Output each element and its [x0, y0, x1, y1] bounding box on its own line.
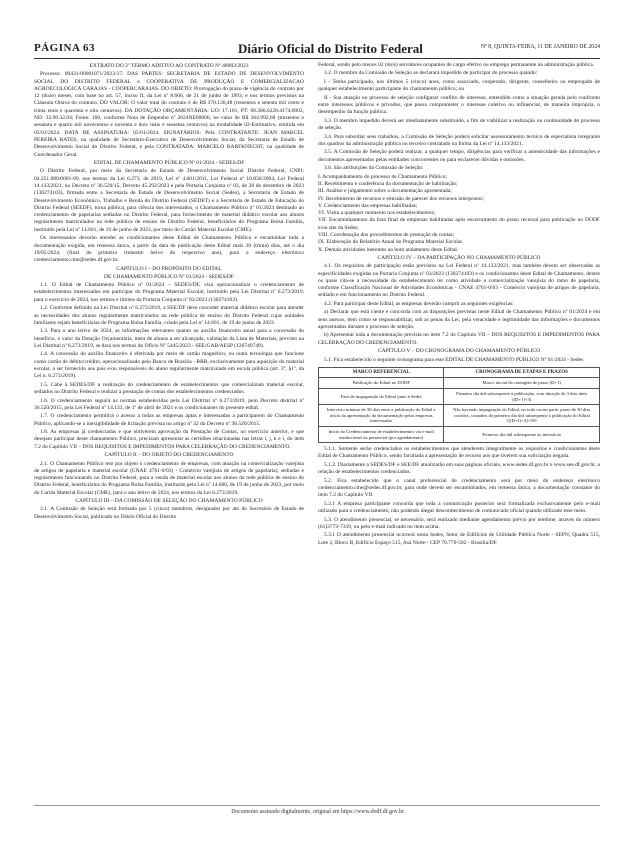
- list-item: VI. Visita a qualquer momento nos estabelecimentos;: [318, 210, 436, 217]
- aditivo-body: Processo: 00431-00001071/2023-17. DAS PARTES: SECRETARIA DE ESTADO DE DESENVOLVIMENTO SOCIAL DO DISTRITO FEDERAL e COOPERATIVA DE PRODUÇÃO E COMERCIALIZACAO AGROECOLOGICA CARAJAS - COOPERCARAJAS. DO OBJETO: Prorrogação do prazo de vigência do contrato por 12 (doze) meses, com base no art. 57, inciso II, da Lei nº 8.666, de 21 de junho de 1993, e nos termos previstos na Cláusula Oitava do contrato. DO VALOR: O valor total do contrato é de R$ 370.130,48 (trezentos e setenta mil cento e trinta reais e quarenta e oito centavos). DA DOTAÇÃO ORÇAMENTÁRIA: UO: 17.101, PT: 08.306.6228.4174.0002, ND: 33.90.32.04; Fonte: 100, conforme Nota de Empenho nº 2024NE00006, no valor de R$ 364.992,60 (trezentos e sessenta e quatro mil novecentos e noventa e dois reais e sessenta centavos) na modalidade 02-Estimativo, emitida em 05/01/2024. DATA DE ASSINATURA: 05/01/2024. SIGNATÁRIOS: Pela CONTRATANTE: JEAN MARCEL PEREIRA RATES, na qualidade de Secretário-Executivo de Desenvolvimento Social, da Secretaria de Estado de Desenvolvimento Social do Distrito Federal, e pela CONTRATADA: MARCELO BARFKNECHT, na qualidade de Coordenador Geral.: [34, 71, 304, 158]
- left-column: [34, 62, 304, 522]
- footer-note: Documento assinado digitalmente, original em https://www.dodf.df.gov.br.: [231, 809, 405, 815]
- page-number: PÁGINA 63: [34, 42, 96, 54]
- table-row: [319, 426, 600, 442]
- clause-3-4: 3.4. Para subsidiar seus trabalhos, a Comissão de Seleção poderá solicitar assessoramento técnico de especialista integrante dos quadros da administração pública ou terceiro contratado na forma da Lei nº 14.133/2021.: [318, 133, 600, 147]
- clause-4-2-b: b) Apresentar toda a documentação prevista no item 7.2 do Capítulo VII – DOS REQUISITOS E IMPEDIMENTOS PARA CELEBRAÇÃO DO CREDENCIAMENTO.: [318, 332, 600, 346]
- list-item: VII. Encaminhamento da lista final de empresas habilitadas após encerramento do prazo recursal para publicação no DODF e/ou site da Sedes;: [318, 217, 600, 231]
- clause-5-3: 5.3. O atendimento presencial, se necessário, será realizado mediante agendamento prévio por telefone, através do número (61)3773-7339, ou pelo e-mail indicado no item acima.: [318, 516, 600, 530]
- chapter-1-subtitle: DE CHAMAMENTO PÚBLICO Nº 01/2024 - SEDES/DF: [104, 273, 234, 280]
- clause-3-6: 3.6. São atribuições da Comissão de Seleção:: [324, 165, 424, 172]
- clause-3-1: 3.1. A Comissão de Seleção será formada por 5 (cinco) membros, designados por ato do Secretário de Estado de Desenvolvimento Social, publicado no Diário Oficial do Distrito: [34, 506, 304, 520]
- clause-3-1-continued: Federal, sendo pelo menos 02 (dois) servidores ocupantes de cargo efetivo ou emprego permanente na administração pública.: [318, 62, 595, 68]
- list-item: III. Análise e julgamento sobre a documentação apresentada;: [318, 188, 452, 195]
- clause-5-1-2: 5.1.2. Diariamente a SEDES/DF e SEE/DF atualizarão em suas páginas oficiais, www.sedes.df.gov.br e www.see.df.gov.br, a relação de estabelecimentos credenciados.: [318, 461, 600, 476]
- clause-1-7: 1.7. O credenciamento permitirá o acesso a todas as empresas aptas e interessadas a participarem do Chamamento Público, aplicando-se a inexigibilidade de licitação prevista no artigo nº 32 do Decreto nº 36.520/2015.: [34, 413, 304, 427]
- page-header: [34, 42, 600, 56]
- footer-rule: [34, 805, 600, 806]
- clause-5-2: 5.2. Fica estabelecido que o canal preferencial de credenciamento será por meio do endereço eletrônico credenciamento.cme@sedes.df.gov.br, para onde devem ser encaminhados, em remessa única, a documentação constante do item 7.2 do Capítulo VII.: [318, 477, 600, 499]
- table-row: [319, 378, 600, 389]
- clause-3-5: 3.5. A Comissão de Seleção poderá realizar, a qualquer tempo, diligências para verificar a autenticidade das informações e documentos apresentados pelas entidades concorrentes ou para esclarecer dúvidas e omissões.: [318, 149, 600, 163]
- list-item: II. Recebimento e conferência da documentação de habilitação;: [318, 180, 458, 187]
- clause-1-6: 1.6. O credenciamento seguirá as normas estabelecidas pela Lei Distrital nº 6.273/2019, pelo Decreto distrital nº 36.520/2015, pela Lei Federal nº 14.133, de 1º de abril de 2021 e os condicionantes do presente edital.: [34, 397, 304, 411]
- clause-3-2-i: I - Tenha participado, nos últimos 5 (cinco) anos, como associado, cooperado, dirigente, conselheiro ou empregado de qualquer estabelecimento participante do chamamento público; ou: [318, 78, 600, 93]
- list-item: IV. Recebimento de recursos e emissão de parecer dos recursos interpostos;: [318, 195, 484, 202]
- table-cell: Não havendo impugnação do Edital, no todo ou em parte, prazo de 30 dias corridos, contados do primeiro dia útil subsequente à publicação do Edital {[(D+1)+3]+30}: [444, 405, 600, 427]
- chapter-5-title: CAPÍTULO V – DO CRONOGRAMA DO CHAMAMENTO PÚBLICO: [377, 348, 541, 355]
- table-cell: Primeiro dia útil subsequente à publicação, com duração de 3 dias úteis ([D+1]+3): [444, 389, 600, 405]
- aditivo-title: EXTRATO DO 2º TERMO ADITIVO AO CONTRATO Nº 48083/2023: [89, 63, 249, 69]
- clause-3-2: 3.2. O membro da Comissão de Seleção se declarará impedido de participar do processo quando:: [324, 70, 538, 77]
- table-cell: Primeiro dia útil subsequente ao interstício: [444, 426, 600, 442]
- list-item: IX. Elaboração do Relatório Anual do Programa Material Escolar.: [318, 239, 464, 246]
- clause-5-1-1: 5.1.1. Somente serão credenciados os estabelecimentos que atenderem integralmente os requisitos e condicionantes deste Edital de Chamamento Público, sendo facultada a apresentação de recurso aos que tiverem sua solicitação negada.: [318, 446, 600, 460]
- clause-4-1: 4.1. Os requisitos de participação estão previstos na Lei Federal nº 14.133/2021, mas também devem ser observadas as especificidades exigidas na Portaria Conjunta nº 03/2023 (130274103) e os condicionantes deste Edital de Chamamento, dentre os quais cita-se a necessidade do estabelecimento ter como atividade a comercialização varejista do ramo de papelaria, conforme Classificação Nacional de Atividades Econômicas - CNAE 4761-0/03 - Comércio varejista de artigos de papelaria, sediado e em funcionamento no Distrito Federal.: [318, 263, 600, 299]
- right-column: [318, 62, 600, 548]
- table-cell: Início do Credenciamento de estabelecimentos via e-mail institucional ou presencial (por agendamento): [319, 426, 444, 442]
- chapter-3-title: CAPÍTULO III – DA COMISSÃO DE SELEÇÃO DO CHAMAMENTO PÚBLICO: [75, 498, 263, 505]
- list-item: V. Credenciamento das empresas habilitadas;: [318, 202, 418, 209]
- table-row: [319, 405, 600, 427]
- schedule-table: [318, 367, 600, 443]
- clause-5-1: 5.1. Fica estabelecido o seguinte cronograma para este EDITAL DE CHAMAMENTO PÚBLICO Nº 01/2024 - Sedes: [324, 356, 584, 363]
- chapter-1-title: CAPÍTULO I – DO PROPÓSITO DO EDITAL: [116, 265, 222, 272]
- clause-3-3: 3.3. O membro impedido deverá ser imediatamente substituído, a fim de viabilizar a realização ou continuidade do processo de seleção.: [318, 117, 600, 132]
- column-header: MARCO REFERENCIAL: [319, 367, 444, 378]
- clause-1-8: 1.8. As empresas já credenciadas e que obtiverem aprovação da Prestação de Contas, no exercício anterior, e que desejam participar deste chamamento Público, precisam apresentar as certidões relacionadas nas letras i, j, k e l, do item 7.2 do Capítulo VII – DOS REQUISITOS E IMPEDIMENTOS PARA CELEBRAÇÃO DO CREDENCIAMENTO.: [34, 429, 304, 450]
- chapter-4-title: CAPÍTULO IV – DA PARTICIPAÇÃO NO CHAMAMENTO PÚBLICO: [377, 254, 541, 261]
- edital-intro: O Distrito Federal, por meio da Secretaria de Estado de Desenvolvimento Social Distrito Federal, CNPJ: 04.251.080/0001-09, nos termos da Lei 6.273, de 2019, Lei nº 4.601/2011, Lei Federal nº 10.836/2004, Lei Federal 14.133/2021, no Decreto nº 36.520/15, Decreto 45.292/2023 e pela Portaria Conjunta nº 03, de 28 de dezembro de 2023 (130274103), firmada entre a Secretaria de Estado de Desenvolvimento Social (Sedes), a Secretaria de Estado de Desenvolvimento Econômico, Trabalho e Renda do Distrito Federal (SEDET) e a Secretaria de Estado de Educação do Distrito Federal (SEEDF), torna pública, para ciência dos interessados, o Chamamento Público nº 01/2024 destinado ao credenciamento de papelarias sediadas no Distrito Federal, para fornecimento de material didático escolar aos alunos regularmente matriculados na rede pública de ensino do Distrito Federal, beneficiários do Programa Bolsa Família, instituído pela Lei nº 14.601, de 19 de junho de 2023, por meio do Cartão Material Escolar (CME).: [34, 168, 304, 233]
- list-item: I. Acompanhamento do processo de Chamamento Público;: [318, 173, 448, 180]
- clause-1-3: 1.3. Para o ano letivo de 2024, as informações relevantes quanto ao auxílio financeiro anual para a concessão do benefício, o valor da Dotação Orçamentária, meta de alunos a ser alcançada, validação da Lista de Materiais, previsto na Lei Distrital nº 6.273/2019, se dará nos termos do Ofício Nº 5445/2023 - SEE/GAB/AESP (126740748).: [34, 328, 304, 349]
- newspaper-title: Diário Oficial do Distrito Federal: [238, 41, 423, 56]
- table-cell: Publicação do Edital no DODF: [319, 378, 444, 389]
- clause-1-4: 1.4. A concessão do auxílio financeiro é efetivada por meio de cartão magnético, ou outra tecnologia que funcione como cartão de débito/crédito, operacionalizado pelo Banco de Brasília - BRB, exclusivamente para aquisição do material escolar, a ser fornecido aos pais e/ou responsáveis do aluno regularmente matriculado em escola pública (art. 3º, §1º, da Lei n. 6.273/2019).: [34, 351, 304, 380]
- clause-3-2-ii: II - Sua atuação no processo de seleção configurar conflito de interesse, entendido como a situação gerada pelo confronto entre interesses públicos e privados, que possa comprometer o interesse coletivo ou influenciar, de maneira imprópria, o desempenho da função pública.: [318, 94, 600, 116]
- table-header-row: [319, 367, 600, 378]
- table-row: [319, 389, 600, 405]
- table-cell: Intervício mínimo de 30 dias entre a publicação do Edital e início da apresentação da documentação pelas empresas interessadas: [319, 405, 444, 427]
- edition-info: Nº 8, QUINTA-FEIRA, 11 DE JANEIRO DE 2024: [480, 44, 600, 50]
- table-cell: Marco inicial da contagem de prazo (D+1): [444, 378, 600, 389]
- list-item: VIII. Coordenação dos procedimentos de prestação de contas;: [318, 232, 455, 239]
- clause-2-1: 2.1. O Chamamento Público tem por objeto o credenciamento de empresas, com atuação na comercialização varejista de artigos de papelaria e material escolar (CNAE 4761-0/03) - Comércio varejista de artigos de papelaria), sediadas e regularmente funcionando no Distrito Federal, para a venda de material escolar aos alunos da rede pública de ensino do Distrito Federal, beneficiários do Programa Bolsa Família, instituído pela Lei nº 14.600, de 19 de junho de 2023, por meio do Cartão Material Escolar (CME), para o ano letivo de 2024, nos termos da Lei 6.273/2019.: [34, 460, 304, 496]
- clause-5-3-1: 5.3.1 O atendimento presencial ocorrerá nesta Sedes, Setor de Edifícios de Utilidade Pública Norte - SEPN, Quadra 515, Lote 2, Bloco B, Edifício Espaço 515, Asa Norte - CEP 70.770-502 - Brasília/DF.: [318, 532, 600, 546]
- clause-4-2: 4.2. Para participar deste Edital, as empresas deverão cumprir as seguintes exigências:: [324, 300, 514, 307]
- column-header: CRONOGRAMA DE ETAPAS E PRAZOS: [444, 367, 600, 378]
- header-rule: [34, 58, 600, 59]
- clause-1-1: 1.1. O Edital de Chamamento Público nº 01/2024 – SEDES/DF, visa operacionalizar o credenciamento de estabelecimentos interessados em participar do Programa Material Escolar, instituído pela Lei Distrital nº 6.273/2019, para o exercício de 2024, nos termos e limites da Portaria Conjunta nº 03/2023 (130274103).: [34, 282, 304, 303]
- clause-5-2-1: 5.2.1 A empresa participante concorda que toda a comunicação posterior será formalizada exclusivamente pelo e-mail utilizado para o credenciamento, não podendo alegar desconhecimento de comunicado oficial quando utilizado esse meio.: [318, 500, 600, 515]
- chapter-2-title: CAPÍTULO II – DO OBJETO DO CREDENCIAMENTO: [104, 452, 234, 459]
- table-cell: Fase de impugnação do Edital junto à Sedes: [319, 389, 444, 405]
- edital-paragraph: Os interessados deverão atender as condicionantes deste Edital de Chamamento Público e encaminhar toda a documentação exigida, em remessa única, a partir da data de publicação deste Edital mais 30 (trinta) dias, até o dia 19/05/2024, (final do primeiro trimestre letivo do respectivo ano), para o endereço eletrônico credenciamento.cme@sedes.df.gov.br.: [34, 235, 304, 264]
- clause-4-2-a: a) Declarar que está ciente e concorda com as disposições previstas neste Edital de Chamamento Público nº 01/2024 e em seus anexos, bem como se responsabilizar, sob as penas da Lei, pela veracidade e legitimidade das informações e documentos apresentados durante o processo de seleção.: [318, 309, 600, 330]
- edital-title: EDITAL DE CHAMAMENTO PÚBLICO Nº 01/2024 - SEDES/DF: [93, 160, 245, 167]
- attributions-list: [318, 174, 600, 254]
- list-item: X. Demais atividades inerentes ao bom andamento deste Edital.: [318, 246, 459, 253]
- clause-1-2: 1.2. Conforme definido na Lei Distrital nº 6.273/2019, a SEE/DF deve conceder material didático escolar para atender as necessidades dos alunos regularmente matriculados na rede pública de ensino do Distrito Federal cujas unidades familiares sejam beneficiárias do Programa Bolsa Família, criado pela Lei nº 14.601, de 19 de junho de 2023.: [34, 305, 304, 326]
- clause-1-5: 1.5. Cabe à SEDES/DF a realização do credenciamento de estabelecimentos que comercializam material escolar, sediados no Distrito Federal e realizar a prestação de contas dos estabelecimentos credenciados.: [34, 381, 304, 396]
